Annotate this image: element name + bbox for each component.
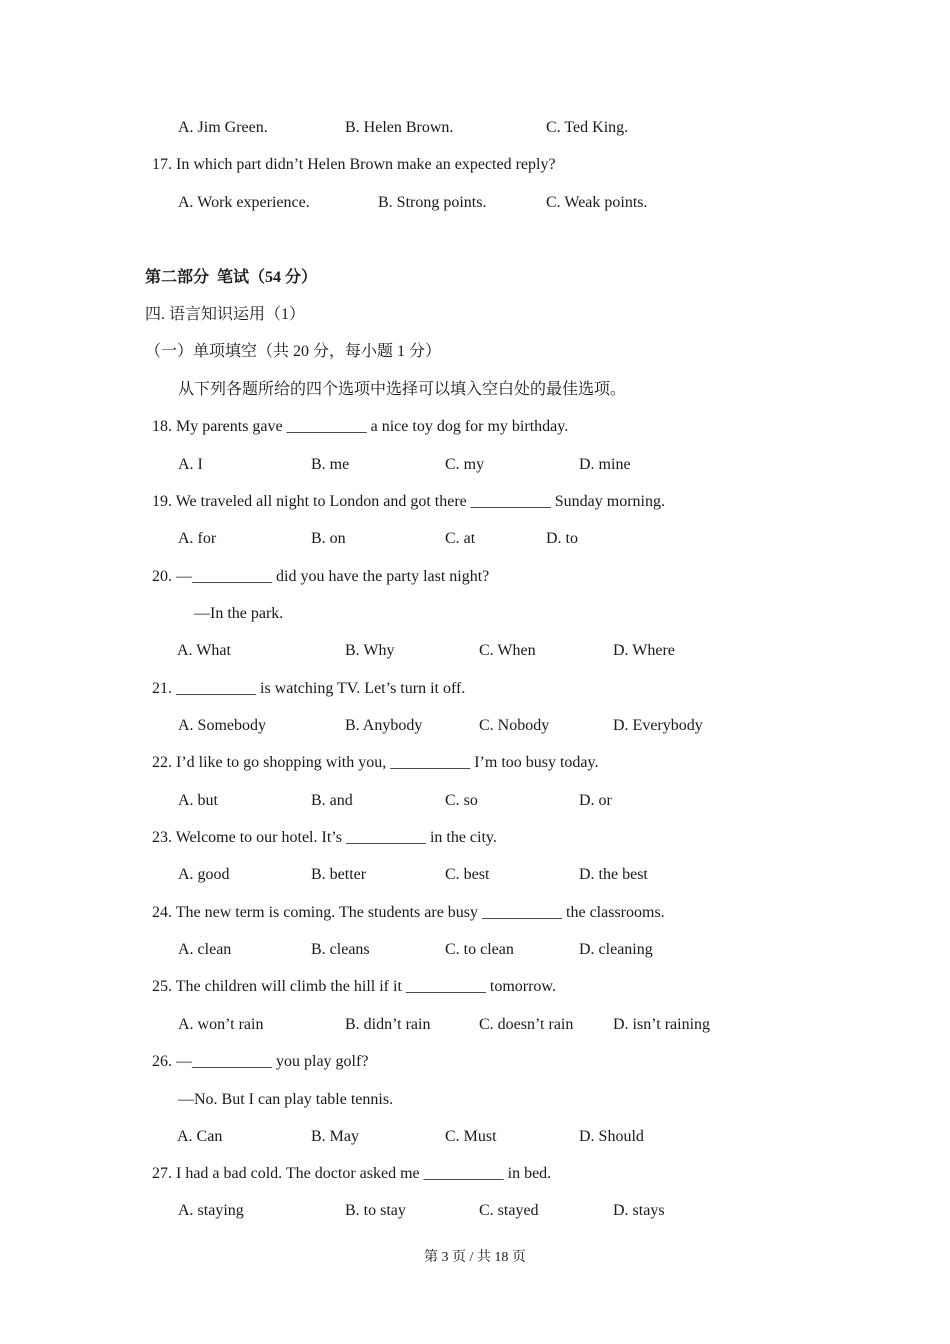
option-d: D. cleaning [579,941,653,958]
option-a: A. but [178,792,218,809]
option-c: C. stayed [479,1202,539,1219]
option-b: B. me [311,456,350,473]
option-b: B. better [311,866,367,883]
question-18-stem: 18. My parents gave __________ a nice toy dog for my birthday. [152,418,569,435]
page-footer: 第 3 页 / 共 18 页 [424,1250,526,1265]
option-c: C. Weak points. [546,194,648,211]
option-d: D. Everybody [613,717,703,734]
option-c: C. When [479,642,536,659]
option-b: B. didn’t rain [345,1016,431,1033]
option-c: C. my [445,456,485,473]
option-c: C. Must [445,1128,497,1145]
option-b: B. Anybody [345,717,423,734]
option-d: D. Where [613,642,675,659]
option-b: B. cleans [311,941,370,958]
option-b: B. Why [345,642,395,659]
part-title: 第二部分 笔试（54 分） [145,269,318,286]
option-d: D. stays [613,1202,665,1219]
option-a: A. Work experience. [178,194,310,211]
option-d: D. the best [579,866,648,883]
option-a: A. for [178,530,217,547]
option-a: A. Can [177,1128,223,1145]
option-b: B. and [311,792,353,809]
option-d: D. to [546,530,578,547]
question-25-stem: 25. The children will climb the hill if it __________ tomorrow. [152,978,556,995]
option-a: A. Somebody [178,717,266,734]
question-24-stem: 24. The new term is coming. The students are busy __________ the classrooms. [152,904,665,921]
question-21-stem: 21. __________ is watching TV. Let’s turn it off. [152,680,466,697]
option-c: C. doesn’t rain [479,1016,574,1033]
option-b: B. Helen Brown. [345,119,454,136]
option-c: C. at [445,530,476,547]
option-a: A. good [178,866,230,883]
question-23-stem: 23. Welcome to our hotel. It’s __________ in the city. [152,829,497,846]
option-b: B. May [311,1128,359,1145]
question-17-stem: 17. In which part didn’t Helen Brown make an expected reply? [152,156,556,173]
option-b: B. Strong points. [378,194,487,211]
option-a: A. Jim Green. [178,119,268,136]
option-a: A. staying [178,1202,244,1219]
subsection-heading: （一）单项填空（共 20 分，每小题 1 分） [145,343,442,360]
question-22-stem: 22. I’d like to go shopping with you, __________ I’m too busy today. [152,754,599,771]
option-c: C. Nobody [479,717,550,734]
question-27-stem: 27. I had a bad cold. The doctor asked me __________ in bed. [152,1165,552,1182]
instruction-text: 从下列各题所给的四个选项中选择可以填入空白处的最佳选项。 [178,381,627,398]
option-a: A. won’t rain [178,1016,264,1033]
option-c: C. so [445,792,478,809]
question-26-reply: —No. But I can play table tennis. [178,1091,394,1108]
question-20-stem: 20. —__________ did you have the party last night? [152,568,490,585]
option-c: C. Ted King. [546,119,629,136]
option-d: D. or [579,792,612,809]
option-a: A. I [178,456,203,473]
option-c: C. to clean [445,941,514,958]
question-20-reply: —In the park. [194,605,284,622]
option-a: A. What [177,642,231,659]
option-a: A. clean [178,941,232,958]
option-b: B. on [311,530,346,547]
option-b: B. to stay [345,1202,406,1219]
question-26-stem: 26. —__________ you play golf? [152,1053,369,1070]
option-d: D. isn’t raining [613,1016,711,1033]
question-19-stem: 19. We traveled all night to London and got there __________ Sunday morning. [152,493,665,510]
option-d: D. mine [579,456,631,473]
section-heading: 四. 语言知识运用（1） [145,306,306,323]
option-d: D. Should [579,1128,644,1145]
option-c: C. best [445,866,490,883]
